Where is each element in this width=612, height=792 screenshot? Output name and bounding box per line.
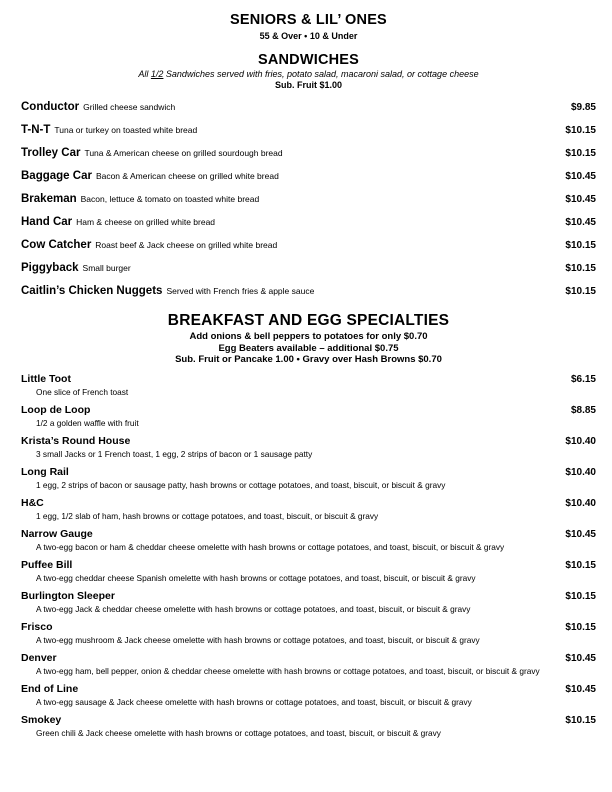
menu-item-text	[21, 214, 215, 229]
item-description: 3 small Jacks or 1 French toast, 1 egg, 2 strips of bacon or 1 sausage patty	[36, 448, 313, 459]
menu-item-row	[21, 714, 596, 727]
item-name: End of Line	[21, 682, 79, 695]
item-name: Hand Car	[21, 216, 73, 228]
item-name: Krista’s Round House	[21, 434, 131, 447]
item-price: $10.45	[565, 528, 596, 540]
item-price: $10.15	[565, 148, 596, 159]
item-name: Burlington Sleeper	[21, 589, 115, 602]
item-description: A two-egg mushroom & Jack cheese omelette with hash browns or cottage potatoes, and toast, biscuit, or biscuit & gravy	[36, 634, 480, 645]
item-price: $10.45	[565, 652, 596, 664]
menu-item	[21, 714, 596, 738]
item-description: Bacon, lettuce & tomato on toasted white bread	[80, 194, 260, 204]
sandwich-list	[21, 99, 596, 298]
menu-item	[21, 497, 596, 521]
menu-item	[21, 373, 596, 397]
menu-item-text	[21, 168, 279, 183]
menu-item-text	[21, 191, 259, 206]
item-price: $10.15	[565, 590, 596, 602]
menu-item-row	[21, 260, 596, 275]
item-price: $6.15	[570, 373, 596, 385]
item-name: Cow Catcher	[21, 239, 92, 251]
item-name: Baggage Car	[21, 170, 92, 182]
item-name: Little Toot	[21, 372, 71, 385]
page-title: SENIORS & LIL’ ONES	[230, 12, 387, 28]
menu-item-row	[21, 683, 596, 696]
menu-item-row	[21, 99, 596, 114]
menu-item-row	[21, 122, 596, 137]
sandwiches-note-fraction: 1/2	[150, 69, 164, 79]
item-name: Conductor	[21, 101, 80, 113]
breakfast-note-line: Egg Beaters available – additional $0.75	[218, 342, 399, 354]
item-description: Grilled cheese sandwich	[83, 102, 176, 112]
menu-item-row	[21, 559, 596, 572]
menu-item-text	[21, 237, 277, 252]
menu-item	[21, 621, 596, 645]
sandwiches-note-prefix: All	[138, 69, 151, 79]
menu-item	[21, 652, 596, 676]
item-description: Ham & cheese on grilled white bread	[76, 217, 216, 227]
item-price: $10.15	[565, 559, 596, 571]
item-price: $10.45	[565, 683, 596, 695]
item-price: $10.15	[565, 621, 596, 633]
item-description: 1/2 a golden waffle with fruit	[36, 417, 139, 428]
item-price: $10.15	[565, 714, 596, 726]
menu-item	[21, 559, 596, 583]
item-price: $9.85	[570, 102, 596, 113]
item-name: H&C	[21, 496, 44, 509]
menu-item-row	[21, 168, 596, 183]
item-price: $10.40	[565, 435, 596, 447]
item-name: Puffee Bill	[21, 558, 73, 571]
menu-item	[21, 683, 596, 707]
item-description: A two-egg sausage & Jack cheese omelette with hash browns or cottage potatoes, and toast, biscuit, or biscuit & gravy	[36, 696, 472, 707]
breakfast-note-line: Add onions & bell peppers to potatoes for only $0.70	[189, 331, 428, 342]
item-description: Tuna or turkey on toasted white bread	[54, 125, 198, 135]
item-price: $10.40	[565, 497, 596, 509]
item-price: $10.15	[565, 286, 596, 297]
item-name: Caitlin’s Chicken Nuggets	[21, 285, 163, 297]
menu-item-row	[21, 214, 596, 229]
item-name: Brakeman	[21, 193, 77, 205]
item-price: $10.15	[565, 240, 596, 251]
item-description: Tuna & American cheese on grilled sourdough bread	[84, 148, 283, 158]
item-name: Narrow Gauge	[21, 527, 93, 540]
item-price: $10.15	[565, 125, 596, 136]
item-description: A two-egg ham, bell pepper, onion & cheddar cheese omelette with hash browns or cottage potatoes, and toast, biscuit, or biscuit & gravy	[36, 665, 540, 676]
breakfast-heading: BREAKFAST AND EGG SPECIALTIES	[167, 312, 450, 329]
sandwiches-note-suffix: Sandwiches served with fries, potato salad, macaroni salad, or cottage cheese	[163, 69, 479, 79]
menu-item-row	[21, 652, 596, 665]
item-name: Piggyback	[21, 262, 79, 274]
menu-item-row	[21, 528, 596, 541]
item-name: Smokey	[21, 713, 62, 726]
item-description: 1 egg, 2 strips of bacon or sausage patty, hash browns or cottage potatoes, and toast, biscuit, or biscuit & gravy	[36, 479, 446, 490]
sandwiches-sub-note: Sub. Fruit $1.00	[274, 80, 343, 90]
menu-item-row	[21, 404, 596, 417]
sandwiches-heading: SANDWICHES	[257, 52, 360, 68]
item-description: 1 egg, 1/2 slab of ham, hash browns or cottage potatoes, and toast, biscuit, or biscuit & gravy	[36, 510, 379, 521]
menu-item-row	[21, 237, 596, 252]
menu-item	[21, 528, 596, 552]
menu-item-text	[21, 145, 283, 160]
menu-item-text	[21, 122, 197, 137]
breakfast-section	[21, 312, 596, 738]
menu-item	[21, 404, 596, 428]
menu-item	[21, 435, 596, 459]
menu-item-row	[21, 435, 596, 448]
menu-item-text	[21, 99, 175, 114]
menu-item-row	[21, 621, 596, 634]
item-price: $10.15	[565, 263, 596, 274]
item-price: $10.40	[565, 466, 596, 478]
menu-item-row	[21, 283, 596, 298]
sandwiches-note	[21, 69, 596, 80]
item-description: Roast beef & Jack cheese on grilled white bread	[95, 240, 278, 250]
menu-item	[21, 590, 596, 614]
breakfast-note-line: Sub. Fruit or Pancake 1.00 • Gravy over Hash Browns $0.70	[175, 354, 442, 365]
menu-item-row	[21, 191, 596, 206]
item-name: Trolley Car	[21, 147, 81, 159]
item-price: $8.85	[570, 404, 596, 416]
menu-item-text	[21, 283, 314, 298]
sandwiches-section	[21, 52, 596, 298]
item-name: Denver	[21, 651, 57, 664]
item-price: $10.45	[565, 171, 596, 182]
item-description: A two-egg cheddar cheese Spanish omelette with hash browns or cottage potatoes, and toast, biscuit, or biscuit & gravy	[36, 572, 476, 583]
menu-item-row	[21, 373, 596, 386]
menu-item-row	[21, 466, 596, 479]
item-description: Green chili & Jack cheese omelette with hash browns or cottage potatoes, and toast, biscuit, or biscuit & gravy	[36, 727, 441, 738]
menu-item	[21, 466, 596, 490]
menu-item-text	[21, 260, 131, 275]
item-price: $10.45	[565, 194, 596, 205]
item-name: T-N-T	[21, 124, 51, 136]
menu-item-row	[21, 145, 596, 160]
breakfast-notes	[21, 331, 596, 366]
item-description: Small burger	[82, 263, 131, 273]
item-description: A two-egg Jack & cheddar cheese omelette with hash browns or cottage potatoes, and toast, biscuit, or biscuit & gravy	[36, 603, 471, 614]
item-name: Loop de Loop	[21, 403, 91, 416]
item-name: Long Rail	[21, 465, 69, 478]
item-description: One slice of French toast	[36, 386, 129, 397]
item-description: Served with French fries & apple sauce	[166, 286, 315, 296]
menu-item-row	[21, 590, 596, 603]
breakfast-list	[21, 373, 596, 738]
page-subtitle: 55 & Over • 10 & Under	[259, 31, 358, 41]
item-description: A two-egg bacon or ham & cheddar cheese omelette with hash browns or cottage potatoes, and toast, biscuit, or biscuit & gravy	[36, 541, 505, 552]
item-name: Frisco	[21, 620, 53, 633]
item-price: $10.45	[565, 217, 596, 228]
item-description: Bacon & American cheese on grilled white bread	[95, 171, 279, 181]
menu-item-row	[21, 497, 596, 510]
